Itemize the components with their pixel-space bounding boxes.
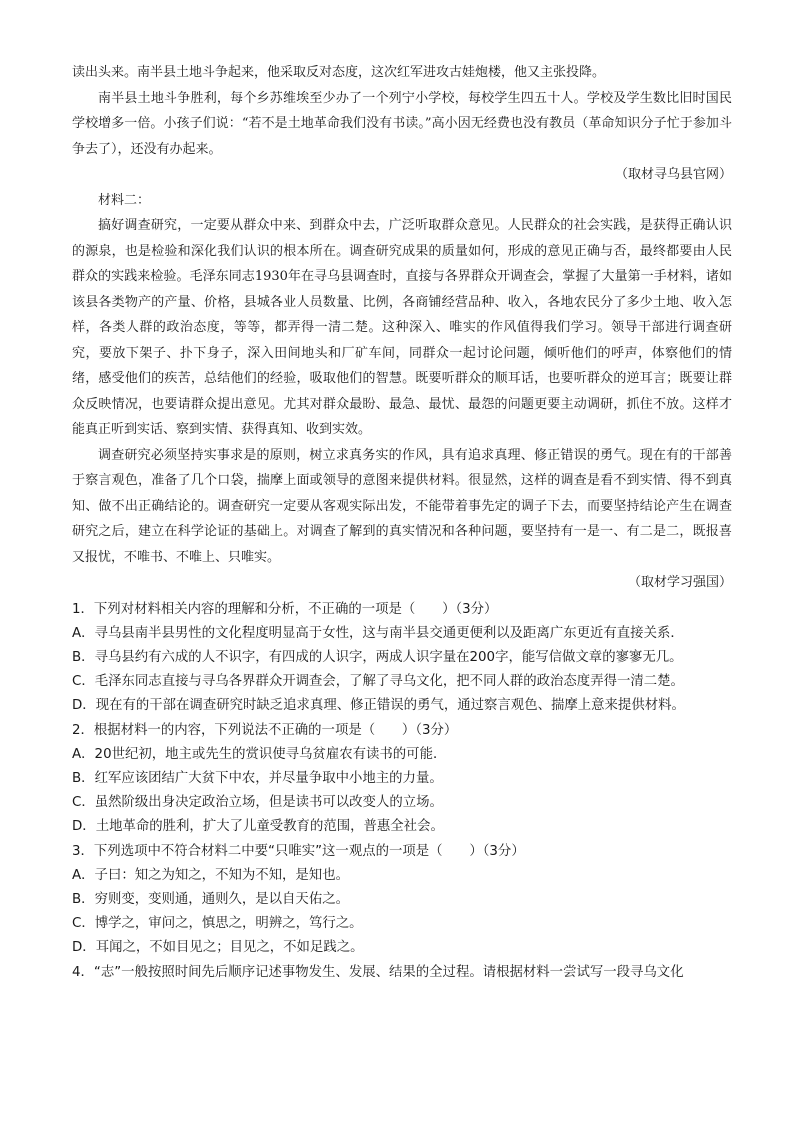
answer-option: C．毛泽东同志直接与寻乌各界群众开调查会，了解了寻乌文化，把不同人群的政治态度弄得一清二楚。: [72, 674, 684, 690]
answer-option: D．耳闻之，不如目见之；目见之，不如足践之。: [72, 940, 364, 956]
question-stem: 4．“志”一般按照时间先后顺序记述事物发生、发展、结果的全过程。请根据材料一尝试写一段寻乌文化: [72, 964, 684, 980]
source-note: （取材学习强国）: [627, 575, 732, 590]
material-two-label: 材料二：: [98, 192, 151, 208]
question-3: [72, 840, 732, 961]
material-one-paragraph: 读出头来。南半县土地斗争起来，他采取反对态度，这次红军进攻古娃炮楼，他又主张投降。: [72, 65, 606, 80]
material-two: [72, 188, 732, 596]
question-4: [72, 961, 732, 985]
question-stem: 3．下列选项中不符合材料二中要“只唯实”这一观点的一项是（ ）（3分）: [72, 843, 525, 859]
question-stem: 2．根据材料一的内容，下列说法不正确的一项是（ ）（3分）: [72, 722, 458, 738]
questions-section: [72, 598, 732, 985]
answer-option: C．虽然阶级出身决定政治立场，但是读书可以改变人的立场。: [72, 795, 443, 811]
material-one-excerpt: [72, 60, 732, 188]
answer-option: B．穷则变，变则通，通则久，是以自天佑之。: [72, 891, 349, 907]
answer-option: B．红军应该团结广大贫下中农，并尽量争取中小地主的力量。: [72, 770, 443, 786]
material-one-paragraph: 南半县土地斗争胜利，每个乡苏维埃至少办了一个列宁小学校，每校学生四五十人。学校及学生数比旧时国民学校增多一倍。小孩子们说：“若不是土地革命我们没有书读。”高小因无经费也没有教员（革命知识分子忙于参加斗争去了），还没有办起来。: [72, 90, 732, 157]
answer-option: D．土地革命的胜利，扩大了儿童受教育的范围，普惠全社会。: [72, 819, 444, 835]
exam-page: [72, 60, 732, 985]
question-1: [72, 598, 732, 719]
answer-option: A．子曰：知之为知之，不知为不知，是知也。: [72, 867, 349, 883]
source-note: （取材寻乌县官网）: [614, 167, 732, 182]
answer-option: D．现在有的干部在调查研究时缺乏追求真理、修正错误的勇气，通过察言观色、揣摩上意来提供材料。: [72, 698, 685, 714]
answer-option: A．20世纪初，地主或先生的赏识使寻乌贫雇农有读书的可能．: [72, 746, 447, 762]
question-stem: 1．下列对材料相关内容的理解和分析，不正确的一项是（ ）（3分）: [72, 601, 498, 617]
answer-option: A．寻乌县南半县男性的文化程度明显高于女性，这与南半县交通更便利以及距离广东更近有直接关系．: [72, 625, 684, 641]
material-two-paragraph: 搞好调查研究，一定要从群众中来、到群众中去，广泛听取群众意见。人民群众的社会实践，是获得正确认识的源泉，也是检验和深化我们认识的根本所在。调查研究成果的质量如何，形成的意见正确与否，最终都要由人民群众的实践来检验。毛泽东同志1930年在寻乌县调查时，直接与各界群众开调查会，掌握了大量第一手材料，诸如该县各类物产的产量、价格，县城各业人员数量、比例，各商铺经营品种、收入，各地农民分了多少土地、收入怎样，各类人群的政治态度，等等，都弄得一清二楚。这种深入、唯实的作风值得我们学习。领导干部进行调查研究，要放下架子、扑下身子，深入田间地头和厂矿车间，同群众一起讨论问题，倾听他们的呼声，体察他们的情绪，感受他们的疾苦，总结他们的经验，吸取他们的智慧。既要听群众的顺耳话，也要听群众的逆耳言；既要让群众反映情况，也要请群众提出意见。尤其对群众最盼、最急、最忧、最怨的问题更要主动调研，抓住不放。这样才能真正听到实话、察到实情、获得真知、收到实效。: [72, 218, 732, 437]
answer-option: B．寻乌县约有六成的人不识字，有四成的人识字，两成人识字量在200字，能写信做文章的寥寥无几。: [72, 649, 683, 665]
material-two-paragraph: 调查研究必须坚持实事求是的原则，树立求真务实的作风，具有追求真理、修正错误的勇气。现在有的干部善于察言观色，准备了几个口袋，揣摩上面或领导的意图来提供材料。很显然，这样的调查是看不到实情、得不到真知、做不出正确结论的。调查研究一定要从客观实际出发，不能带着事先定的调子下去，而要坚持结论产生在调查研究之后，建立在科学论证的基础上。对调查了解到的真实情况和各种问题，要坚持有一是一、有二是二，既报喜又报忧，不唯书、不唯上、只唯实。: [72, 447, 732, 565]
answer-option: C．博学之，审问之，慎思之，明辨之，笃行之。: [72, 916, 363, 932]
question-2: [72, 719, 732, 840]
